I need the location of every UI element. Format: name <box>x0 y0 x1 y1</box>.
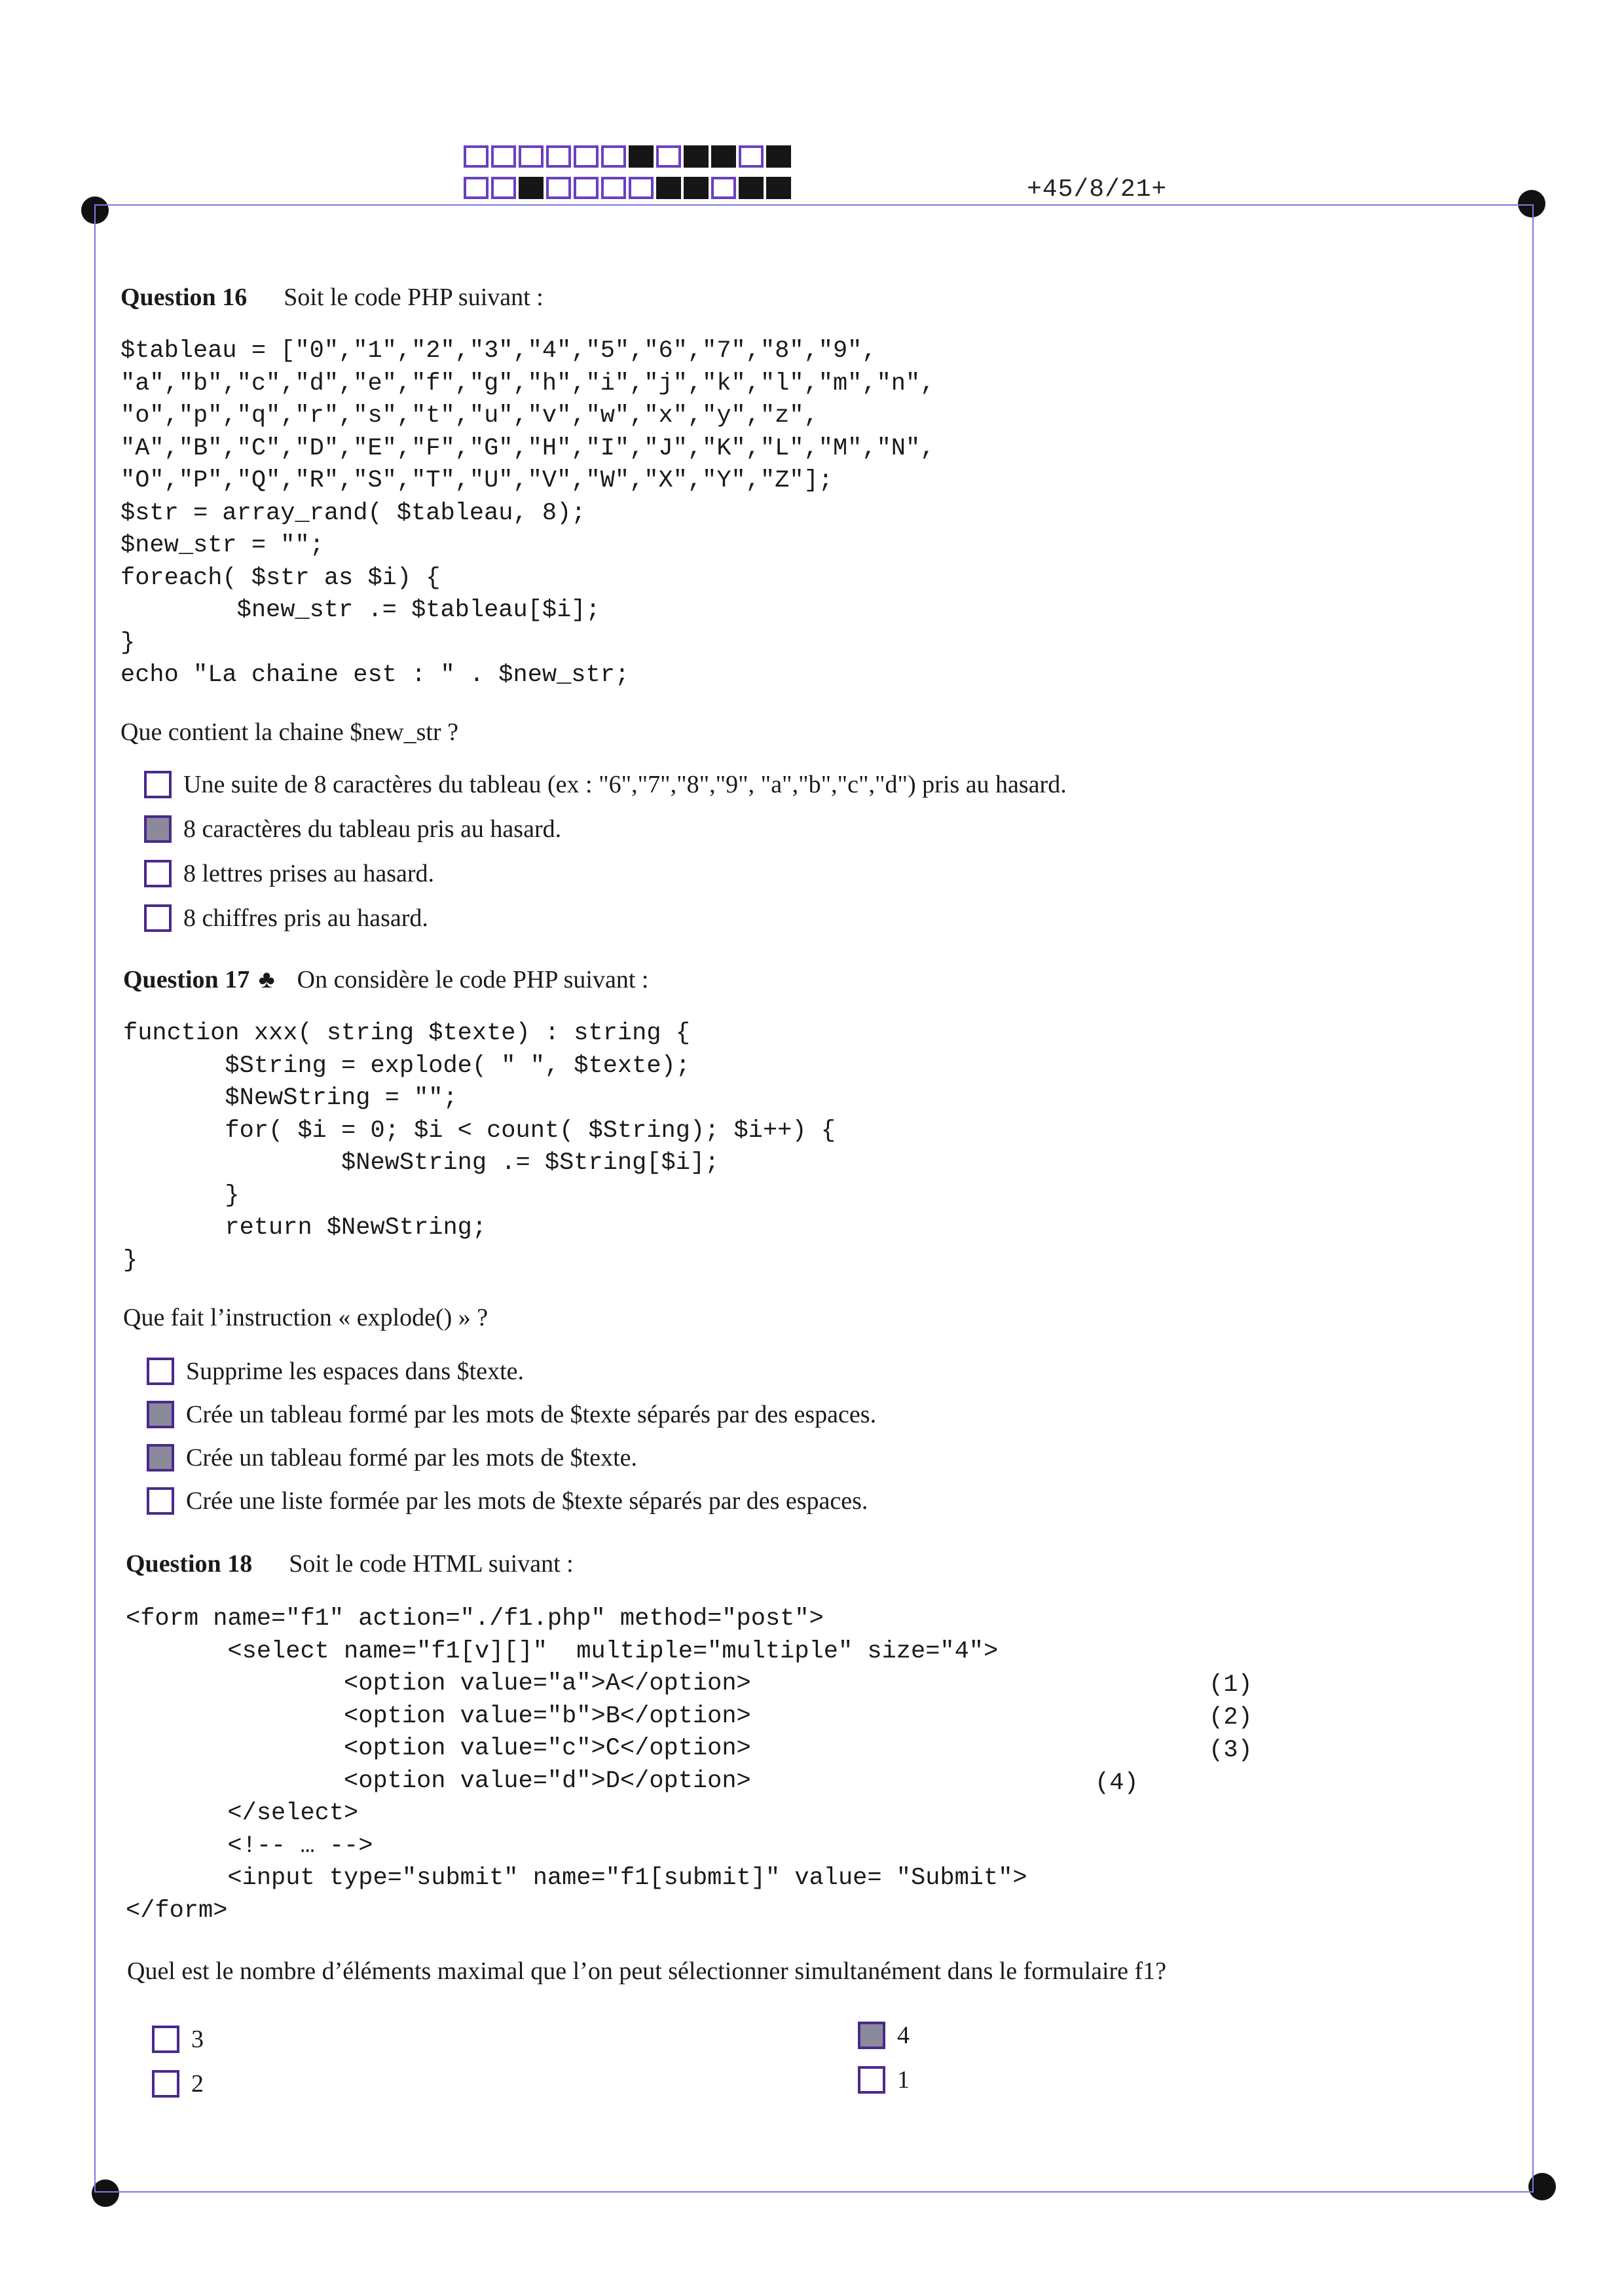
q17-answer-2[interactable] <box>147 1400 876 1429</box>
barcode-cell <box>519 145 544 168</box>
barcode-cell <box>574 145 599 168</box>
question-number: Question 18 <box>126 1550 253 1578</box>
code-line: } <box>123 1246 138 1274</box>
code-line: <form name="f1" action="./f1.php" method="post"> <box>126 1605 824 1633</box>
answer-label: 2 <box>191 2070 204 2098</box>
q18-answer-1[interactable] <box>858 2065 910 2094</box>
barcode-cell <box>491 145 516 168</box>
code-line: $String = explode( " ", $texte); <box>123 1052 690 1080</box>
question-18-code <box>126 1603 1027 1927</box>
code-line: <select name="f1[v][]" multiple="multiple" size="4"> <box>126 1637 999 1665</box>
barcode-cell <box>491 177 516 199</box>
side-number-1: (1) <box>1209 1671 1253 1699</box>
barcode-cell <box>601 177 626 199</box>
barcode-cell <box>711 145 736 168</box>
code-line: <option value="c">C</option> <box>126 1735 751 1762</box>
question-number: Question 17 <box>123 966 250 993</box>
code-line: foreach( $str as $i) { <box>120 564 441 592</box>
answer-label: 1 <box>897 2066 910 2094</box>
code-line: <!-- … --> <box>126 1832 373 1860</box>
q18-answer-3[interactable] <box>152 2025 204 2054</box>
answer-label: Supprime les espaces dans $texte. <box>186 1358 525 1385</box>
question-17-heading <box>123 965 648 994</box>
q17-answer-4[interactable] <box>147 1487 868 1515</box>
barcode-cell <box>629 177 654 199</box>
q16-answer-2[interactable] <box>144 815 561 843</box>
side-number-2: (2) <box>1209 1704 1253 1731</box>
code-line: return $NewString; <box>123 1214 487 1242</box>
code-line: <input type="submit" name="f1[submit]" value= "Submit"> <box>126 1864 1027 1892</box>
question-title: Soit le code PHP suivant : <box>284 284 544 311</box>
answer-label: 8 caractères du tableau pris au hasard. <box>183 815 562 843</box>
answer-label: Crée un tableau formé par les mots de $texte. <box>186 1444 638 1472</box>
barcode-cell <box>629 145 654 168</box>
question-16-code <box>120 335 934 692</box>
code-line: $str = array_rand( $tableau, 8); <box>120 499 586 527</box>
barcode-cell <box>684 145 709 168</box>
page-id: +45/8/21+ <box>1027 176 1168 204</box>
q16-answer-4[interactable] <box>144 904 428 933</box>
barcode-cell <box>601 145 626 168</box>
code-line: "O","P","Q","R","S","T","U","V","W","X","Y","Z"]; <box>120 467 833 494</box>
barcode-cell <box>739 177 764 199</box>
answer-label: 3 <box>191 2026 204 2053</box>
question-number: Question 16 <box>120 284 248 311</box>
answer-label: 4 <box>897 2022 910 2049</box>
side-number-3: (3) <box>1209 1737 1253 1764</box>
q17-answer-3[interactable] <box>147 1443 637 1472</box>
checkbox[interactable] <box>147 1487 174 1515</box>
answer-label: 8 lettres prises au hasard. <box>183 860 435 887</box>
barcode-cell <box>574 177 599 199</box>
answer-label: 8 chiffres pris au hasard. <box>183 904 428 932</box>
question-title: On considère le code PHP suivant : <box>297 966 649 993</box>
q16-answer-1[interactable] <box>144 770 1067 799</box>
barcode-cell <box>464 145 489 168</box>
code-line: } <box>120 629 136 657</box>
q18-answer-4[interactable] <box>858 2021 910 2050</box>
question-17-prompt: Que fait l’instruction « explode() » ? <box>123 1304 489 1331</box>
checkbox[interactable] <box>858 2022 885 2049</box>
code-line: } <box>123 1181 240 1210</box>
q16-answer-3[interactable] <box>144 859 434 888</box>
code-line: function xxx( string $texte) : string { <box>123 1020 690 1047</box>
code-line: </select> <box>126 1800 359 1827</box>
code-line: echo "La chaine est : " . $new_str; <box>120 661 630 689</box>
question-16-heading <box>120 283 544 312</box>
barcode-cell <box>546 145 571 168</box>
question-title: Soit le code HTML suivant : <box>289 1550 574 1578</box>
code-line: "o","p","q","r","s","t","u","v","w","x","y","z", <box>120 402 819 430</box>
checkbox[interactable] <box>147 1401 174 1428</box>
barcode-row-2 <box>464 177 794 199</box>
barcode-row-1 <box>464 145 794 168</box>
code-line: <option value="b">B</option> <box>126 1702 751 1730</box>
code-line: $tableau = ["0","1","2","3","4","5","6","7","8","9", <box>120 337 877 365</box>
checkbox[interactable] <box>858 2066 885 2094</box>
q18-answer-2[interactable] <box>152 2069 204 2098</box>
checkbox[interactable] <box>147 1358 174 1385</box>
checkbox[interactable] <box>152 2026 179 2053</box>
code-line: for( $i = 0; $i < count( $String); $i++) { <box>123 1117 836 1145</box>
barcode-cell <box>519 177 544 199</box>
barcode-cell <box>464 177 489 199</box>
q17-answer-1[interactable] <box>147 1357 524 1386</box>
barcode-cell <box>739 145 764 168</box>
question-16-prompt: Que contient la chaine $new_str ? <box>120 718 458 746</box>
side-number-4: (4) <box>1095 1769 1139 1797</box>
code-line: "a","b","c","d","e","f","g","h","i","j","k","l","m","n", <box>120 369 935 398</box>
barcode-cell <box>684 177 709 199</box>
barcode-cell <box>711 177 736 199</box>
checkbox[interactable] <box>152 2070 179 2098</box>
code-line: $NewString .= $String[$i]; <box>123 1149 720 1177</box>
code-line: "A","B","C","D","E","F","G","H","I","J","K","L","M","N", <box>120 434 935 462</box>
answer-label: Crée un tableau formé par les mots de $texte séparés par des espaces. <box>186 1401 877 1428</box>
code-line: $new_str .= $tableau[$i]; <box>120 597 600 624</box>
barcode-cell <box>546 177 571 199</box>
code-line: $NewString = ""; <box>123 1084 458 1112</box>
checkbox[interactable] <box>144 904 172 932</box>
code-line: </form> <box>126 1897 228 1925</box>
code-line: <option value="a">A</option> <box>126 1670 751 1697</box>
code-line: <option value="d">D</option> <box>126 1767 751 1795</box>
code-line: $new_str = ""; <box>120 532 324 559</box>
checkbox[interactable] <box>144 815 172 843</box>
checkbox[interactable] <box>144 771 172 798</box>
barcode-cell <box>766 145 791 168</box>
checkbox[interactable] <box>144 860 172 887</box>
question-18-heading <box>126 1549 574 1578</box>
barcode-cell <box>656 145 681 168</box>
checkbox[interactable] <box>147 1444 174 1472</box>
answer-label: Crée une liste formée par les mots de $texte séparés par des espaces. <box>186 1487 868 1515</box>
question-18-prompt: Quel est le nombre d’éléments maximal que l’on peut sélectionner simultanément dans le formulaire f1? <box>127 1957 1167 1985</box>
barcode-cell <box>766 177 791 199</box>
club-icon: ♣ <box>258 966 275 993</box>
barcode-cell <box>656 177 681 199</box>
answer-label: Une suite de 8 caractères du tableau (ex : "6","7","8","9", "a","b","c","d") pris au hasard. <box>183 771 1067 798</box>
question-17-code <box>123 1018 836 1277</box>
